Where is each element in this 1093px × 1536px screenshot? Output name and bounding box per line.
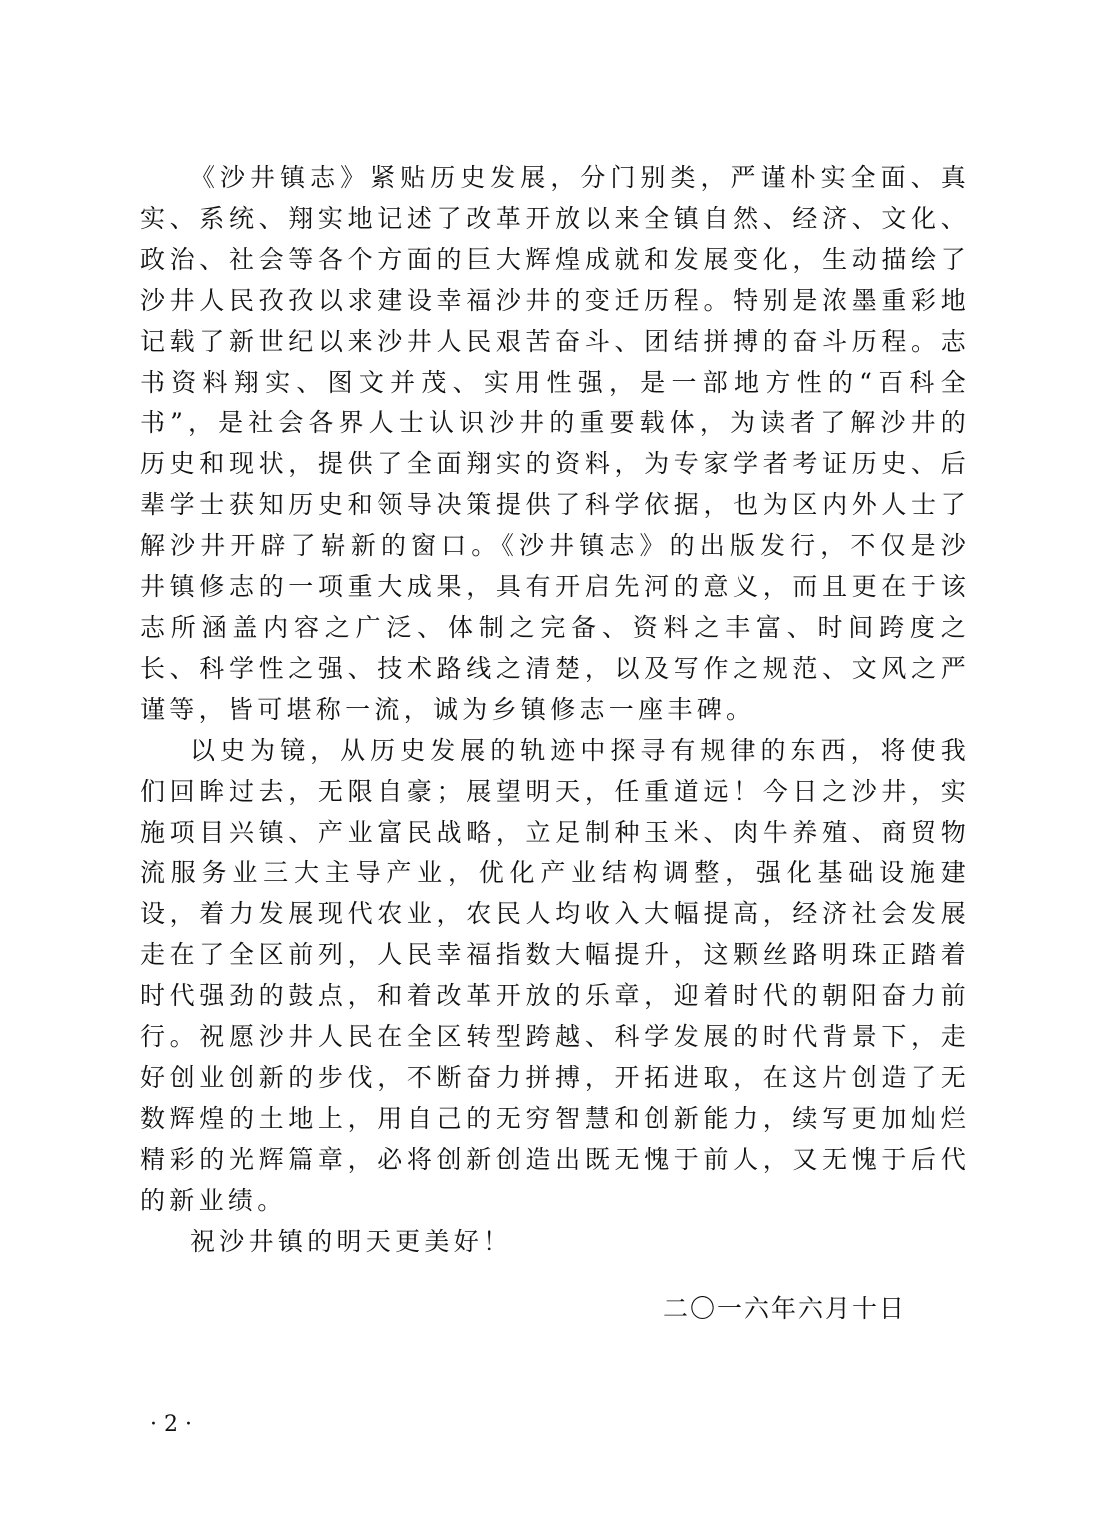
signature-date: 二〇一六年六月十日 bbox=[663, 1294, 907, 1323]
paragraph-2: 以史为镜，从历史发展的轨迹中探寻有规律的东西，将使我们回眸过去，无限自豪；展望明天，任重道远！今日之沙井，实施项目兴镇、产业富民战略，立足制种玉米、肉牛养殖、商贸物流服务业三大主导产业，优化产业结构调整，强化基础设施建设，着力发展现代农业，农民人均收入大幅提高，经济社会发展走在了全区前列，人民幸福指数大幅提升，这颗丝路明珠正踏着时代强劲的鼓点，和着改革开放的乐章，迎着时代的朝阳奋力前行。祝愿沙井人民在全区转型跨越、科学发展的时代背景下，走好创业创新的步伐，不断奋力拼搏，开拓进取，在这片创造了无数辉煌的土地上，用自己的无穷智慧和创新能力，续写更加灿烂精彩的光辉篇章，必将创新创造出既无愧于前人，又无愧于后代的新业绩。 bbox=[140, 735, 970, 1215]
paragraph-1: 《沙井镇志》紧贴历史发展，分门别类，严谨朴实全面、真实、系统、翔实地记述了改革开放以来全镇自然、经济、文化、政治、社会等各个方面的巨大辉煌成就和发展变化，生动描绘了沙井人民孜孜以求建设幸福沙井的变迁历程。特别是浓墨重彩地记载了新世纪以来沙井人民艰苦奋斗、团结拼搏的奋斗历程。志书资料翔实、图文并茂、实用性强，是一部地方性的“百科全书”，是社会各界人士认识沙井的重要载体，为读者了解沙井的历史和现状，提供了全面翔实的资料，为专家学者考证历史、后辈学士获知历史和领导决策提供了科学依据，也为区内外人士了解沙井开辟了崭新的窗口。《沙井镇志》的出版发行，不仅是沙井镇修志的一项重大成果，具有开启先河的意义，而且更在于该志所涵盖内容之广泛、体制之完备、资料之丰富、时间跨度之长、科学性之强、技术路线之清楚，以及写作之规范、文风之严谨等，皆可堪称一流，诚为乡镇修志一座丰碑。 bbox=[140, 163, 970, 724]
page-number: · 2 · bbox=[150, 1412, 192, 1437]
body-text bbox=[140, 158, 970, 1262]
paragraph-3: 祝沙井镇的明天更美好！ bbox=[190, 1226, 513, 1256]
